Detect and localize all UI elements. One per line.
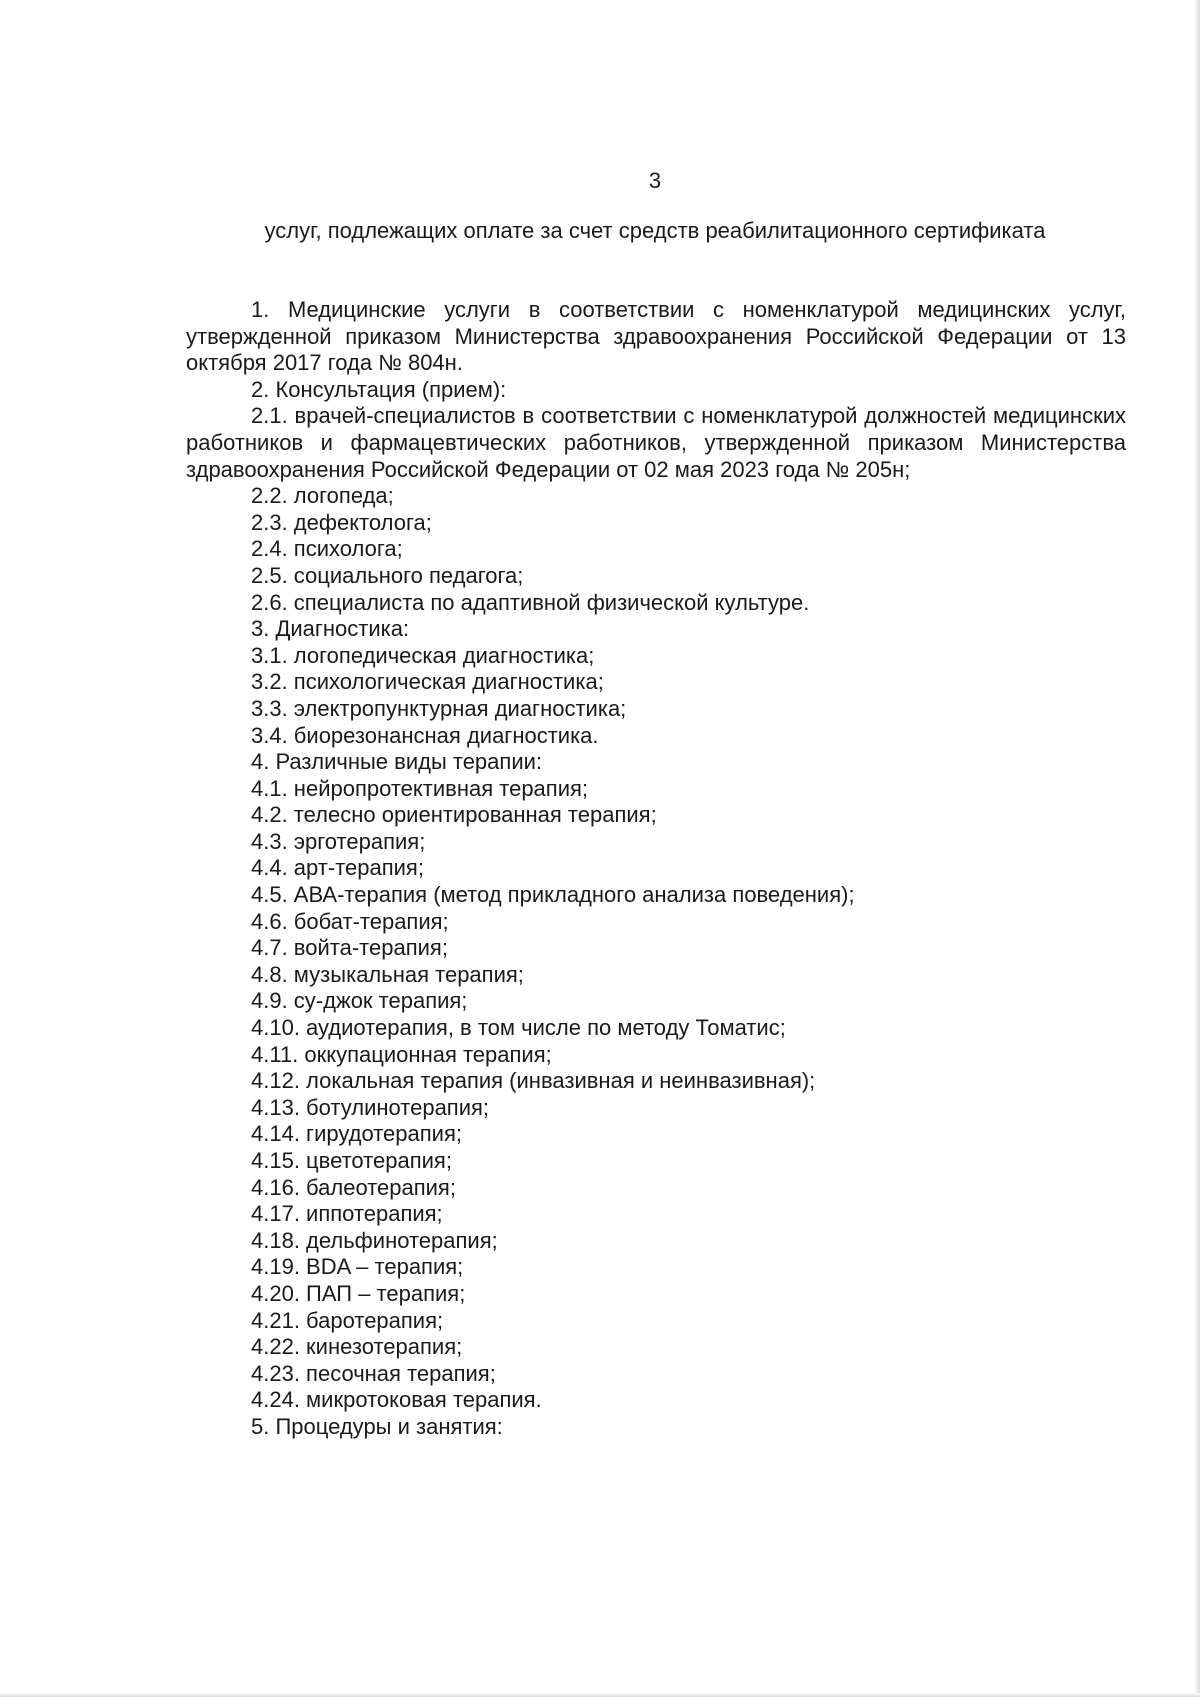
list-item: 4.11. оккупационная терапия; <box>251 1041 552 1067</box>
list-item: 4.6. бобат-терапия; <box>251 908 449 934</box>
list-item: 4.2. телесно ориентированная терапия; <box>251 802 657 828</box>
list-item: 2.5. социального педагога; <box>251 562 524 588</box>
list-item: 4.7. войта-терапия; <box>251 935 448 961</box>
list-item: 4. Различные виды терапии: <box>251 749 543 775</box>
list-item: 2.6. специалиста по адаптивной физической культуре. <box>251 589 810 615</box>
list-item: 2.4. психолога; <box>251 536 403 562</box>
list-item: 4.3. эрготерапия; <box>251 828 426 854</box>
list-item: 4.10. аудиотерапия, в том числе по методу Томатис; <box>251 1015 786 1041</box>
list-item: 2.3. дефектолога; <box>251 509 432 535</box>
list-item: 4.22. кинезотерапия; <box>251 1334 463 1360</box>
list-item: 4.23. песочная терапия; <box>251 1360 496 1386</box>
document-body <box>186 297 1126 1441</box>
paragraph-2-1: 2.1. врачей-специалистов в соответствии с номенклатурой должностей медицинских работников и фармацевтических работников, утвержденной приказом Министерства здравоохранения Российской Федерации от 02 мая 2023 года № 205н; <box>186 403 1126 482</box>
list-item: 4.1. нейропротективная терапия; <box>251 775 589 801</box>
list-item: 4.15. цветотерапия; <box>251 1148 452 1173</box>
list-item: 4.18. дельфинотерапия; <box>251 1227 498 1253</box>
list-item: 4.17. иппотерапия; <box>251 1201 443 1227</box>
list-item: 4.12. локальная терапия (инвазивная и неинвазивная); <box>251 1068 816 1094</box>
paragraph-2: 2. Консультация (прием): <box>251 376 507 402</box>
list-item: 4.16. балеотерапия; <box>251 1174 456 1200</box>
list-item: 2.2. логопеда; <box>251 483 394 509</box>
list-item: 5. Процедуры и занятия: <box>251 1413 503 1439</box>
list-item: 4.8. музыкальная терапия; <box>251 961 524 987</box>
list-item: 4.9. су-джок терапия; <box>251 988 468 1014</box>
list-item: 4.21. баротерапия; <box>251 1307 444 1333</box>
document-heading: услуг, подлежащих оплате за счет средств реабилитационного сертификата <box>264 218 1046 243</box>
list-item: 3.1. логопедическая диагностика; <box>251 642 595 668</box>
list-item: 3. Диагностика: <box>251 616 410 642</box>
list-item: 4.24. микротоковая терапия. <box>251 1387 542 1413</box>
paragraph-1: 1. Медицинские услуги в соответствии с номенклатурой медицинских услуг, утвержденной приказом Министерства здравоохранения Российской Федерации от 13 октября 2017 года № 804н. <box>186 297 1126 376</box>
list-item: 3.4. биорезонансная диагностика. <box>251 722 599 748</box>
list-item: 4.5. АВА-терапия (метод прикладного анализа поведения); <box>251 882 855 908</box>
list-item: 4.20. ПАП – терапия; <box>251 1280 466 1306</box>
list-item: 4.14. гирудотерапия; <box>251 1121 462 1147</box>
list-item: 3.2. психологическая диагностика; <box>251 669 604 695</box>
list-item: 4.13. ботулинотерапия; <box>251 1094 490 1120</box>
list-item: 4.4. арт-терапия; <box>251 855 424 881</box>
scan-edge-bottom <box>0 1693 1200 1697</box>
page-number: 3 <box>648 168 662 193</box>
list-item: 4.19. BDA – терапия; <box>251 1254 464 1280</box>
scan-edge-right <box>1194 0 1200 1697</box>
list-item: 3.3. электропунктурная диагностика; <box>251 695 627 721</box>
